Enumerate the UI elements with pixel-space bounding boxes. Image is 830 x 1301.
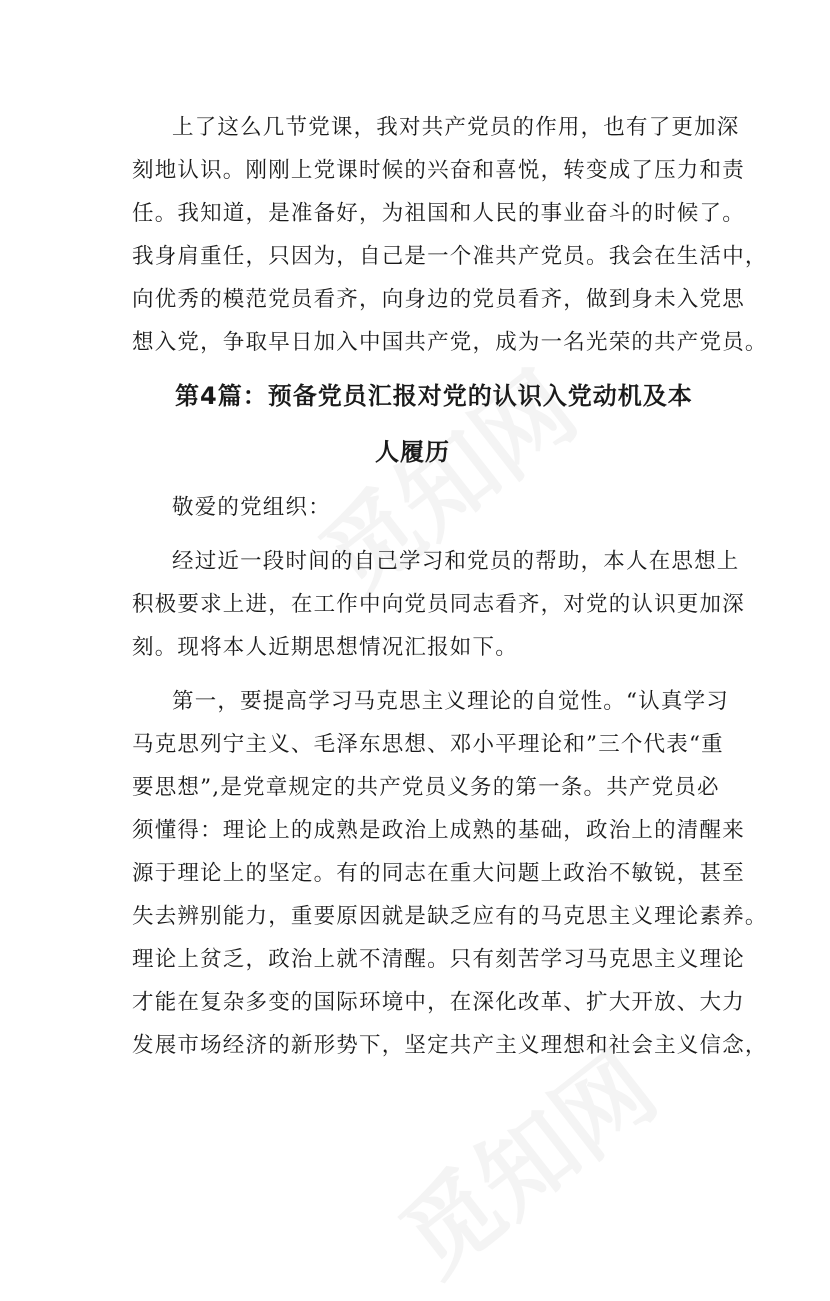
paragraph-line: 经过近一段时间的自己学习和党员的帮助，本人在思想上: [172, 549, 740, 574]
watermark: [288, 336, 599, 621]
section-heading: 人履历: [375, 438, 450, 466]
paragraph-line: 马克思列宁主义、毛泽东思想、邓小平理论和”三个代表“重: [132, 732, 724, 757]
paragraph-line: 向优秀的模范党员看齐，向身边的党员看齐，做到身未入党思: [132, 287, 745, 312]
paragraph-line: 失去辨别能力，重要原因就是缺乏应有的马克思主义理论素养。: [132, 904, 768, 929]
paragraph-line: 上了这么几节党课，我对共产党员的作用，也有了更加深: [172, 115, 740, 140]
section-heading: 第4篇：预备党员汇报对党的认识入党动机及本: [175, 382, 693, 410]
paragraph-line: 刻地认识。刚刚上党课时候的兴奋和喜悦，转变成了压力和责: [132, 158, 745, 183]
paragraph-line: 刻。现将本人近期思想情况汇报如下。: [132, 635, 518, 660]
paragraph-line: 想入党，争取早日加入中国共产党，成为一名光荣的共产党员。: [132, 330, 768, 355]
paragraph-line: 任。我知道，是准备好，为祖国和人民的事业奋斗的时候了。: [132, 201, 745, 226]
paragraph-line: 积极要求上进，在工作中向党员同志看齐，对党的认识更加深: [132, 592, 745, 617]
paragraph-line: 要思想”,是党章规定的共产党员义务的第一条。共产党员必: [132, 775, 720, 800]
paragraph-line: 我身肩重任，只因为，自己是一个准共产党员。我会在生活中，: [132, 244, 768, 269]
paragraph-line: 发展市场经济的新形势下，坚定共产主义理想和社会主义信念，: [132, 1033, 768, 1058]
paragraph-line: 理论上贫乏，政治上就不清醒。只有刻苦学习马克思主义理论: [132, 947, 745, 972]
paragraph-line: 第一，要提高学习马克思主义理论的自觉性。“认真学习: [172, 689, 729, 714]
paragraph-line: 源于理论上的坚定。有的同志在重大问题上政治不敏锐，甚至: [132, 861, 745, 886]
paragraph-line: 才能在复杂多变的国际环境中，在深化改革、扩大开放、大力: [132, 990, 745, 1015]
paragraph-line: 须懂得：理论上的成熟是政治上成熟的基础，政治上的清醒来: [132, 818, 745, 843]
salutation: 敬爱的党组织：: [172, 495, 331, 520]
